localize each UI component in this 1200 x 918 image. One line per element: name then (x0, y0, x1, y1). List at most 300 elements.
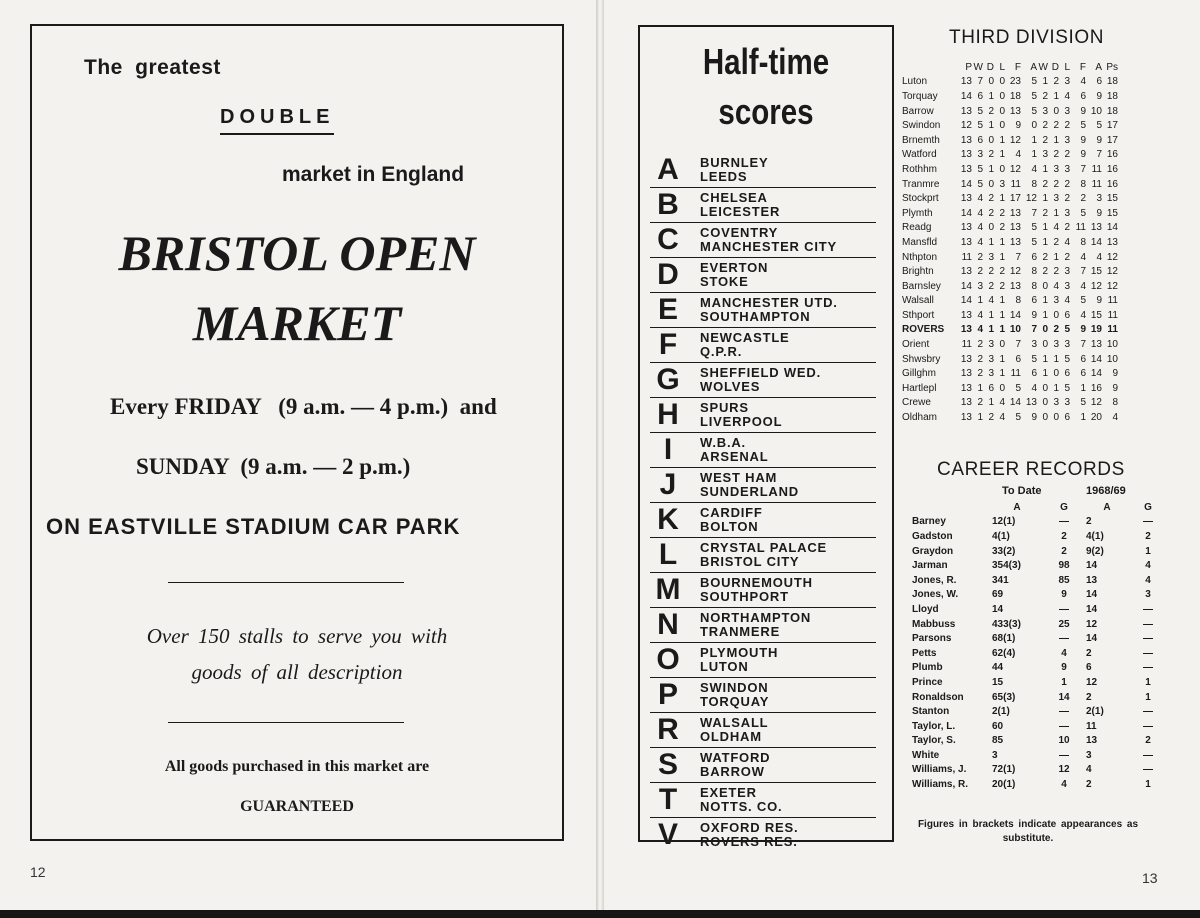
league-cell: 0 (988, 222, 994, 234)
league-row (902, 89, 1118, 104)
league-header: L (1064, 61, 1070, 73)
league-row (902, 381, 1118, 396)
league-cell: 1 (1031, 134, 1037, 146)
league-row (902, 118, 1118, 133)
league-cell: 7 (1080, 339, 1086, 351)
halftime-row (650, 748, 876, 783)
league-row (902, 162, 1118, 177)
league-team: Crewe (902, 397, 931, 409)
career-cell: 14 (992, 603, 1004, 615)
league-cell: 2 (1053, 120, 1059, 132)
career-row (912, 529, 1168, 544)
career-cell: 4 (1061, 779, 1067, 791)
league-cell: 1 (999, 353, 1005, 365)
career-cell: 2(1) (992, 706, 1010, 718)
halftime-away-team: ROVERS RES. (700, 834, 798, 849)
league-cell: 4 (977, 309, 983, 321)
league-team: Hartlepl (902, 382, 937, 394)
halftime-letter: K (657, 503, 679, 536)
halftime-away-team: BOLTON (700, 519, 759, 534)
league-cell: 0 (1053, 412, 1059, 424)
league-cell: 4 (1112, 412, 1118, 424)
career-row (912, 573, 1168, 588)
venue: ON EASTVILLE STADIUM CAR PARK (46, 514, 461, 539)
league-row (902, 264, 1118, 279)
halftime-row (650, 188, 876, 223)
league-cell: 6 (1080, 90, 1086, 102)
league-cell: 5 (977, 178, 983, 190)
career-cell: — (1059, 706, 1069, 718)
league-cell: 4 (1031, 382, 1037, 394)
league-cell: 14 (1106, 222, 1118, 234)
league-cell: 13 (1009, 105, 1021, 117)
league-cell: 2 (999, 207, 1005, 219)
league-cell: 9 (1031, 412, 1037, 424)
friday-hours: Every FRIDAY (9 a.m. — 4 p.m.) and (110, 394, 497, 419)
league-cell: 6 (1031, 368, 1037, 380)
league-cell: 2 (1064, 193, 1070, 205)
career-cell: 13 (1086, 574, 1098, 586)
league-cell: 0 (999, 76, 1005, 88)
league-cell: 4 (1080, 251, 1086, 263)
league-cell: 12 (1009, 266, 1021, 278)
league-row (902, 221, 1118, 236)
player-name: Ronaldson (912, 691, 964, 703)
book-spine (596, 0, 604, 910)
league-cell: 12 (1106, 266, 1118, 278)
career-row (912, 617, 1168, 632)
player-name: Graydon (912, 545, 954, 557)
league-cell: 8 (1112, 397, 1118, 409)
career-cell: 10 (1058, 735, 1070, 747)
league-cell: 3 (1053, 163, 1059, 175)
league-cell: 9 (1112, 382, 1118, 394)
league-cell: 3 (1042, 105, 1048, 117)
career-cell: 2(1) (1086, 706, 1104, 718)
league-cell: 15 (1090, 309, 1102, 321)
league-title: THIRD DIVISION (949, 27, 1105, 48)
league-cell: 18 (1106, 105, 1118, 117)
league-header: P (965, 61, 972, 73)
career-cell: 14 (1058, 691, 1070, 703)
league-cell: 11 (1091, 163, 1102, 175)
league-cell: 13 (960, 149, 972, 161)
league-team: Brnemth (902, 134, 940, 146)
career-row (912, 646, 1168, 661)
league-cell: 1 (1042, 193, 1048, 205)
halftime-home-team: OXFORD RES. (700, 820, 799, 835)
league-cell: 9 (1112, 368, 1118, 380)
league-cell: 7 (1031, 324, 1037, 336)
league-team: Sthport (902, 309, 935, 321)
career-cell: 12 (1086, 676, 1098, 688)
career-cell: 2 (1086, 779, 1092, 791)
halftime-away-team: ARSENAL (700, 449, 769, 464)
league-cell: 8 (1031, 266, 1037, 278)
halftime-letter: T (658, 783, 678, 816)
halftime-away-team: WOLVES (700, 379, 761, 394)
halftime-row (650, 293, 876, 328)
guaranteed-text: GUARANTEED (240, 798, 354, 815)
career-cell: 341 (992, 574, 1009, 586)
right-page (604, 0, 1200, 910)
league-cell: 2 (988, 193, 994, 205)
career-cell: — (1143, 720, 1153, 732)
league-cell: 8 (1015, 295, 1021, 307)
league-cell: 16 (1106, 178, 1118, 190)
career-cell: 68(1) (992, 633, 1016, 645)
league-cell: 4 (1064, 236, 1070, 248)
career-cell: 9 (1061, 589, 1067, 601)
league-cell: 1 (988, 236, 994, 248)
league-team: Oldham (902, 412, 938, 424)
league-cell: 2 (977, 397, 983, 409)
halftime-away-team: TORQUAY (700, 694, 770, 709)
league-cell: 3 (1053, 339, 1059, 351)
career-cell: 13 (1086, 735, 1098, 747)
halftime-away-team: BARROW (700, 764, 765, 779)
market-name-line2: MARKET (192, 295, 402, 351)
league-cell: 3 (988, 353, 994, 365)
career-cell: 1 (1145, 676, 1151, 688)
league-cell: 3 (1053, 193, 1059, 205)
league-cell: 3 (988, 368, 994, 380)
league-cell: 2 (1053, 236, 1059, 248)
league-cell: 7 (1080, 266, 1086, 278)
league-team: Rothhm (902, 163, 938, 175)
halftime-letter: M (655, 573, 681, 606)
halftime-letter: O (656, 643, 680, 676)
player-name: Plumb (912, 662, 943, 674)
league-cell: 13 (960, 397, 972, 409)
halftime-title: Half-time scores (702, 41, 830, 132)
career-cell: 44 (992, 662, 1004, 674)
league-cell: 3 (1064, 266, 1070, 278)
league-cell: 1 (1042, 222, 1048, 234)
league-cell: 5 (977, 105, 983, 117)
halftime-away-team: OLDHAM (700, 729, 762, 744)
career-cell: 2 (1086, 647, 1092, 659)
league-cell: 2 (999, 266, 1005, 278)
league-team: Brightn (902, 266, 934, 278)
league-cell: 1 (988, 120, 994, 132)
league-row (902, 133, 1118, 148)
bottom-edge (0, 910, 1200, 918)
league-cell: 2 (977, 251, 983, 263)
league-cell: 18 (1106, 90, 1118, 102)
career-cell: 4 (1145, 560, 1151, 572)
league-cell: 4 (1080, 76, 1086, 88)
career-cell: — (1143, 633, 1153, 645)
league-cell: 3 (1053, 295, 1059, 307)
league-cell: 3 (977, 149, 983, 161)
league-cell: 14 (960, 90, 972, 102)
halftime-letter: A (657, 153, 679, 186)
advert-double: DOUBLE (220, 106, 334, 135)
career-cell: 2 (1061, 530, 1067, 542)
halftime-away-team: NOTTS. CO. (700, 799, 783, 814)
league-cell: 2 (988, 412, 994, 424)
league-cell: 5 (1015, 382, 1021, 394)
league-cell: 2 (977, 353, 983, 365)
league-cell: 2 (1064, 251, 1070, 263)
league-team: Barnsley (902, 280, 941, 292)
halftime-letter: J (659, 468, 677, 501)
league-cell: 0 (999, 382, 1005, 394)
league-row (902, 366, 1118, 381)
league-cell: 13 (1090, 339, 1102, 351)
league-cell: 1 (1053, 134, 1059, 146)
league-cell: 4 (1053, 280, 1059, 292)
league-team: Stockprt (902, 193, 939, 205)
league-team: Swindon (902, 120, 941, 132)
player-name: Taylor, L. (912, 720, 956, 732)
league-cell: 5 (977, 120, 983, 132)
halftime-home-team: SHEFFIELD WED. (700, 365, 821, 380)
league-cell: 11 (1107, 309, 1118, 321)
league-cell: 13 (960, 412, 972, 424)
league-cell: 16 (1106, 149, 1118, 161)
league-cell: 3 (1031, 339, 1037, 351)
halftime-home-team: COVENTRY (700, 225, 779, 240)
league-cell: 17 (1106, 134, 1118, 146)
halftime-away-team: SOUTHAMPTON (700, 309, 811, 324)
halftime-row (650, 258, 876, 293)
league-team: Readg (902, 222, 932, 234)
league-cell: 10 (1106, 339, 1118, 351)
career-cell: 85 (992, 735, 1004, 747)
player-name: Lloyd (912, 603, 939, 615)
league-header: Ps (1106, 61, 1118, 73)
halftime-letter: R (657, 713, 679, 746)
league-cell: 7 (1080, 163, 1086, 175)
league-cell: 14 (1009, 397, 1021, 409)
market-name-line1: BRISTOL OPEN (118, 225, 476, 281)
career-cell: 4 (1086, 764, 1092, 776)
league-cell: 0 (999, 90, 1005, 102)
league-cell: 2 (1042, 120, 1048, 132)
league-cell: 4 (1096, 251, 1102, 263)
halftime-list (650, 153, 876, 852)
league-team: Gillghm (902, 368, 936, 380)
league-cell: 0 (1053, 368, 1059, 380)
halftime-away-team: SOUTHPORT (700, 589, 789, 604)
league-cell: 6 (1064, 309, 1070, 321)
halftime-row (650, 328, 876, 363)
league-cell: 11 (1010, 368, 1021, 380)
career-row (912, 719, 1168, 734)
league-cell: 2 (1064, 120, 1070, 132)
career-row (912, 777, 1168, 792)
league-cell: 14 (1090, 353, 1102, 365)
left-page (0, 0, 596, 910)
league-cell: 0 (999, 120, 1005, 132)
career-cell: 2 (1086, 691, 1092, 703)
league-cell: 5 (1031, 76, 1037, 88)
career-row (912, 631, 1168, 646)
league-cell: 1 (999, 368, 1005, 380)
league-cell: 2 (1053, 149, 1059, 161)
league-cell: 13 (1009, 207, 1021, 219)
divider-rule (168, 582, 404, 583)
league-team: Torquay (902, 90, 938, 102)
league-cell: 0 (1042, 324, 1048, 336)
league-cell: 0 (1042, 412, 1048, 424)
league-cell: 1 (1031, 149, 1037, 161)
league-cell: 11 (961, 251, 972, 263)
halftime-away-team: BRISTOL CITY (700, 554, 800, 569)
career-cell: — (1143, 662, 1153, 674)
league-cell: 13 (960, 222, 972, 234)
league-cell: 18 (1009, 90, 1021, 102)
halftime-letter: L (658, 538, 678, 571)
league-cell: 15 (1106, 207, 1118, 219)
league-cell: 2 (1064, 222, 1070, 234)
league-team: Nthpton (902, 251, 938, 263)
league-cell: 2 (1053, 76, 1059, 88)
league-cell: 4 (1080, 309, 1086, 321)
halftime-row (650, 713, 876, 748)
league-cell: 5 (1031, 90, 1037, 102)
league-cell: 4 (1080, 280, 1086, 292)
career-cell: 6 (1086, 662, 1092, 674)
league-cell: 0 (988, 178, 994, 190)
league-cell: 11 (1010, 178, 1021, 190)
league-cell: 1 (1053, 251, 1059, 263)
league-cell: 13 (960, 134, 972, 146)
league-cell: 9 (1080, 105, 1086, 117)
league-cell: 13 (1009, 280, 1021, 292)
halftime-row (650, 643, 876, 678)
halftime-row (650, 678, 876, 713)
halftime-away-team: SUNDERLAND (700, 484, 799, 499)
league-cell: 5 (1080, 207, 1086, 219)
league-cell: 1 (999, 149, 1005, 161)
league-header: W (973, 61, 983, 73)
league-cell: 5 (1096, 120, 1102, 132)
career-cell: 1 (1145, 779, 1151, 791)
player-name: White (912, 749, 940, 761)
halftime-home-team: WATFORD (700, 750, 771, 765)
league-cell: 14 (1009, 309, 1021, 321)
league-cell: 3 (1053, 397, 1059, 409)
career-header: G (1144, 501, 1152, 513)
career-cell: 20(1) (992, 779, 1016, 791)
player-name: Parsons (912, 633, 952, 645)
league-cell: 3 (1064, 280, 1070, 292)
divider-rule (168, 722, 404, 723)
career-cell: 14 (1086, 603, 1098, 615)
league-cell: 13 (1106, 236, 1118, 248)
league-cell: 11 (961, 339, 972, 351)
league-header: D (1051, 61, 1059, 73)
league-header: A (1095, 61, 1102, 73)
league-cell: 1 (1053, 382, 1059, 394)
player-name: Stanton (912, 706, 950, 718)
halftime-home-team: BURNLEY (700, 155, 769, 170)
career-cell: 354(3) (992, 560, 1021, 572)
league-cell: 13 (1009, 222, 1021, 234)
league-cell: 2 (1053, 266, 1059, 278)
player-name: Prince (912, 676, 943, 688)
league-cell: 1 (1042, 76, 1048, 88)
halftime-row (650, 153, 876, 188)
league-cell: 4 (977, 222, 983, 234)
league-cell: 4 (977, 324, 983, 336)
league-cell: 4 (977, 207, 983, 219)
league-cell: 8 (1080, 236, 1086, 248)
league-cell: 12 (1090, 280, 1102, 292)
league-cell: 5 (1064, 382, 1070, 394)
player-name: Jones, R. (912, 574, 957, 586)
halftime-away-team: LEICESTER (700, 204, 781, 219)
league-cell: 2 (1053, 178, 1059, 190)
league-cell: 1 (999, 193, 1005, 205)
league-cell: 10 (1090, 105, 1102, 117)
halftime-row (650, 818, 876, 852)
league-cell: 1 (1080, 412, 1086, 424)
career-cell: 3 (1086, 749, 1092, 761)
league-cell: 1 (988, 90, 994, 102)
league-team: Tranmre (902, 178, 940, 190)
career-cell: — (1059, 749, 1069, 761)
league-cell: 5 (1080, 397, 1086, 409)
halftime-home-team: CARDIFF (700, 505, 763, 520)
league-cell: 0 (1053, 105, 1059, 117)
halftime-letter: P (657, 678, 678, 711)
career-cell: — (1143, 749, 1153, 761)
league-cell: 2 (1042, 134, 1048, 146)
stalls-text: Over 150 stalls to serve you with goods of all description (146, 624, 448, 684)
league-cell: 1 (1042, 295, 1048, 307)
league-cell: 3 (999, 178, 1005, 190)
halftime-home-team: SWINDON (700, 680, 769, 695)
league-cell: 0 (988, 76, 994, 88)
halftime-letter: D (657, 258, 679, 291)
league-cell: 1 (1053, 207, 1059, 219)
player-name: Barney (912, 516, 946, 528)
career-row (912, 588, 1168, 603)
career-header: A (1013, 501, 1021, 513)
league-cell: 16 (1106, 163, 1118, 175)
league-cell: 5 (1064, 324, 1070, 336)
career-row (912, 675, 1168, 690)
league-cell: 1 (1042, 309, 1048, 321)
halftime-home-team: EXETER (700, 785, 757, 800)
league-cell: 7 (1031, 207, 1037, 219)
halftime-home-team: W.B.A. (700, 435, 746, 450)
league-cell: 0 (999, 163, 1005, 175)
league-team: Watford (902, 149, 937, 161)
career-cell: 4 (1145, 574, 1151, 586)
halftime-home-team: EVERTON (700, 260, 769, 275)
league-cell: 2 (1042, 207, 1048, 219)
career-cell: 3 (1145, 589, 1151, 601)
league-row (902, 323, 1118, 338)
league-cell: 23 (1009, 76, 1021, 88)
league-team: Luton (902, 76, 928, 88)
league-cell: 3 (1064, 163, 1070, 175)
career-row (912, 748, 1168, 763)
league-cell: 6 (1031, 295, 1037, 307)
league-cell: 0 (1031, 120, 1037, 132)
halftime-letter: E (657, 293, 678, 326)
halftime-away-team: LEEDS (700, 169, 748, 184)
league-cell: 1 (988, 309, 994, 321)
league-cell: 13 (1090, 222, 1102, 234)
career-cell: 65(3) (992, 691, 1016, 703)
career-header: A (1103, 501, 1111, 513)
